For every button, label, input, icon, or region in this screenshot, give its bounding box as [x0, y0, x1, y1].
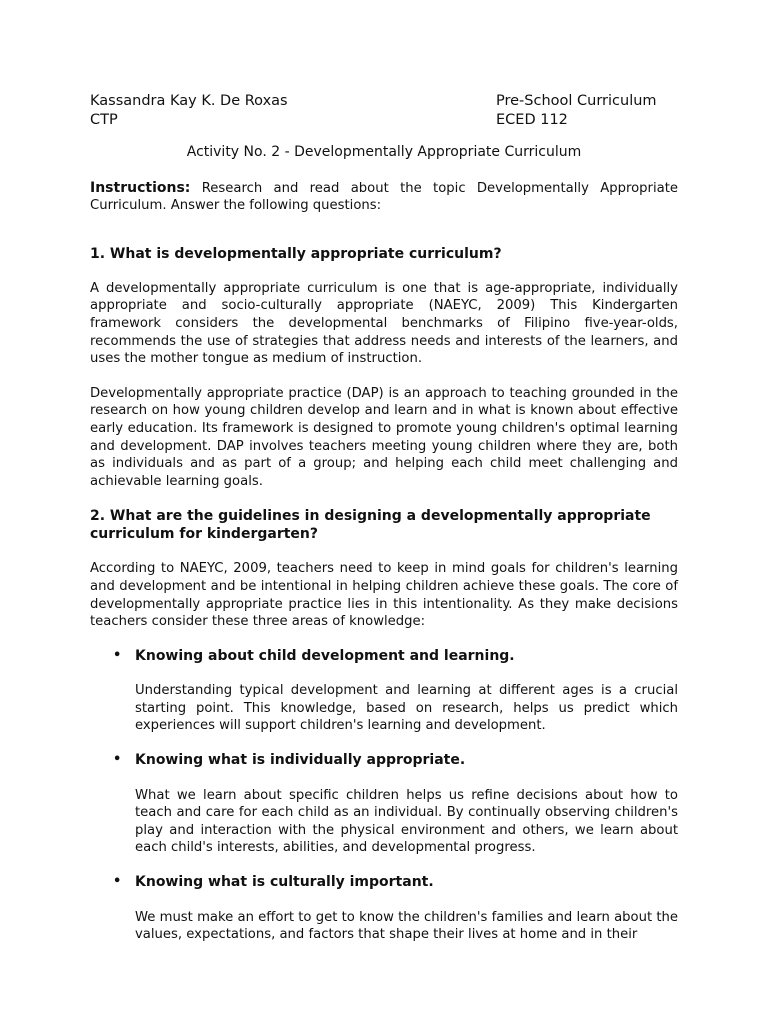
bullet-text: We must make an effort to get to know the children's families and learn about the values, expectations, and factors that shape their lives at home and in their — [135, 909, 678, 943]
question-1: 1. What is developmentally appropriate curriculum? — [90, 245, 502, 262]
document-body — [90, 144, 678, 961]
header-left — [90, 92, 288, 130]
instructions-paragraph — [90, 180, 678, 215]
q2-paragraph-1: According to NAEYC, 2009, teachers need to keep in mind goals for children's learning and development and be intentional in helping children achieve these goals. The core of developmentally appropriate practice lies in this intentionality. As they make decisions teachers consider these three areas of knowledge: — [90, 561, 678, 630]
instructions-text: Research and read about the topic Developmentally Appropriate Curriculum. Answer the following questions: — [90, 180, 678, 214]
bullet-heading: Knowing about child development and learning. — [135, 647, 515, 664]
bullet-heading: Knowing what is individually appropriate. — [135, 752, 466, 769]
bullet-item — [90, 648, 678, 666]
course-code: ECED 112 — [496, 112, 568, 128]
bullet-icon: • — [113, 874, 122, 890]
header-right — [496, 92, 657, 130]
bullet-icon: • — [113, 752, 122, 768]
instructions-label: Instructions: — [90, 179, 191, 196]
bullet-icon: • — [113, 647, 122, 663]
q1-paragraph-2: Developmentally appropriate practice (DAP) is an approach to teaching grounded in the research on how young children develop and learn and in what is known about effective early education. Its framework is designed to promote young children's optimal learning and development. DAP involves teachers meeting young children where they are, both as individuals and as part of a group; and helping each child meet challenging and achievable learning goals. — [90, 385, 678, 489]
bullet-heading: Knowing what is culturally important. — [135, 874, 434, 891]
q1-paragraph-1: A developmentally appropriate curriculum is one that is age-appropriate, individually appropriate and socio-culturally appropriate (NAEYC, 2009) This Kindergarten framework considers the developmental benchmarks of Filipino five-year-olds, recommends the use of strategies that address needs and interests of the learners, and uses the mother tongue as medium of instruction. — [90, 280, 678, 367]
author-name: Kassandra Kay K. De Roxas — [90, 93, 288, 109]
bullet-item — [90, 752, 678, 770]
course-name: Pre-School Curriculum — [496, 93, 657, 109]
bullet-item — [90, 874, 678, 892]
program-name: CTP — [90, 112, 118, 128]
question-2: 2. What are the guidelines in designing a developmentally appropriate curriculum for kindergarten? — [90, 508, 651, 543]
activity-title: Activity No. 2 - Developmentally Appropriate Curriculum — [186, 144, 582, 160]
bullet-text: Understanding typical development and learning at different ages is a crucial starting point. This knowledge, based on research, helps us predict which experiences will support children's learning and development. — [135, 683, 678, 734]
bullet-text: What we learn about specific children helps us refine decisions about how to teach and care for each child as an individual. By continually observing children's play and interaction with the physical environment and others, we learn about each child's interests, abilities, and developmental progress. — [135, 787, 678, 856]
